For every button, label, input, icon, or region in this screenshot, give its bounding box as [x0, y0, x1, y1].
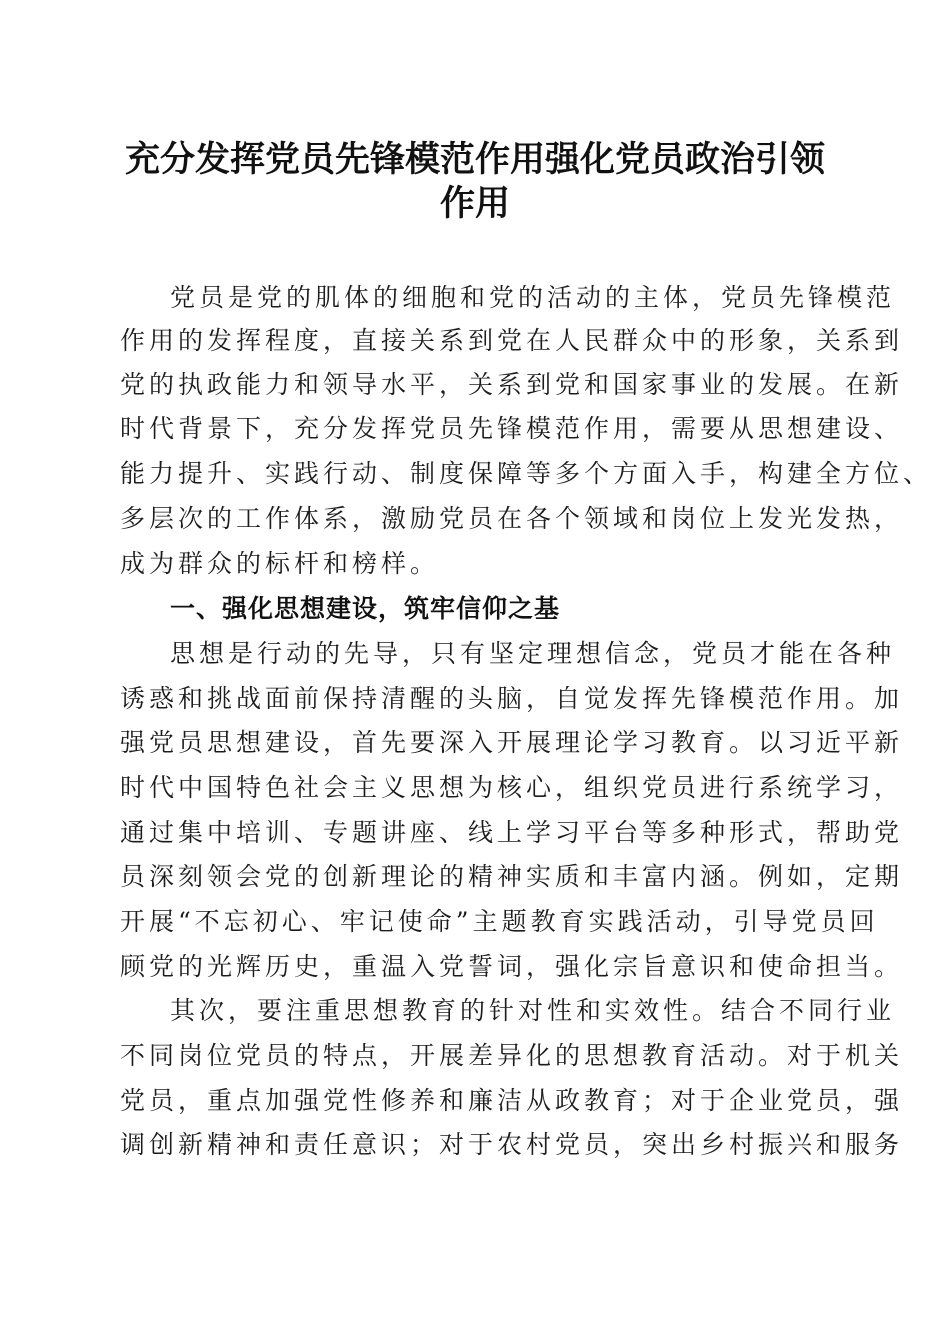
intro-line-7: 成为群众的标杆和榜样。: [120, 549, 440, 578]
section1-para1-line-2: 诱惑和挑战面前保持清醒的头脑，自觉发挥先锋模范作用。加: [120, 684, 904, 713]
intro-line-6: 多层次的工作体系，激励党员在各个领域和岗位上发光发热，: [120, 504, 904, 533]
intro-line-1: 党员是党的肌体的细胞和党的活动的主体，党员先锋模范: [170, 283, 896, 312]
section1-para1-line-6: 员深刻领会党的创新理论的精神实质和丰富内涵。例如，定期: [120, 862, 904, 891]
section1-para1-line-1: 思想是行动的先导，只有坚定理想信念，党员才能在各种: [170, 639, 896, 668]
section1-para1-line-5: 通过集中培训、专题讲座、线上学习平台等多种形式，帮助党: [120, 818, 904, 847]
section1-para2-line-4: 调创新精神和责任意识；对于农村党员，突出乡村振兴和服务: [120, 1130, 904, 1159]
document-title-line-2: 作用: [439, 183, 510, 224]
section1-para1-line-4: 时代中国特色社会主义思想为核心，组织党员进行系统学习，: [120, 773, 904, 802]
section1-para2-line-1: 其次，要注重思想教育的针对性和实效性。结合不同行业: [170, 996, 896, 1025]
intro-line-5: 能力提升、实践行动、制度保障等多个方面入手，构建全方位、: [120, 459, 933, 488]
section-heading-1: 一、强化思想建设，筑牢信仰之基: [170, 594, 561, 623]
intro-line-3: 党的执政能力和领导水平，关系到党和国家事业的发展。在新: [120, 370, 904, 399]
section1-para1-line-3: 强党员思想建设，首先要深入开展理论学习教育。以习近平新: [120, 728, 904, 757]
section1-para2-line-3: 党员，重点加强党性修养和廉洁从政教育；对于企业党员，强: [120, 1086, 904, 1115]
section1-para2-line-2: 不同岗位党员的特点，开展差异化的思想教育活动。对于机关: [120, 1041, 904, 1070]
intro-line-2: 作用的发挥程度，直接关系到党在人民群众中的形象，关系到: [120, 326, 904, 355]
document-title-line-1: 充分发挥党员先锋模范作用强化党员政治引领: [124, 139, 825, 180]
intro-line-4: 时代背景下，充分发挥党员先锋模范作用，需要从思想建设、: [120, 414, 904, 443]
section1-para1-line-7: 开展“不忘初心、牢记使命”主题教育实践活动，引导党员回: [120, 907, 879, 936]
section1-para1-line-8: 顾党的光辉历史，重温入党誓词，强化宗旨意识和使命担当。: [120, 952, 904, 981]
